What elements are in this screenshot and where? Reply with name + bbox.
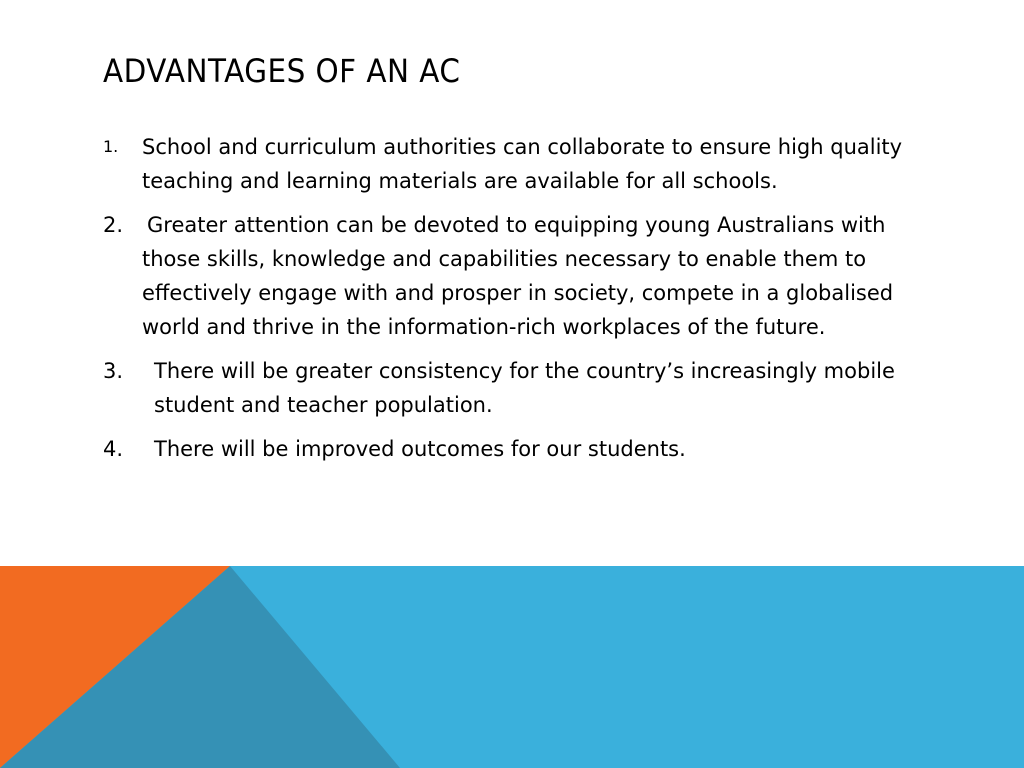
list-item — [103, 208, 933, 344]
list-item-text: School and curriculum authorities can collaborate to ensure high quality teaching and learning materials are available for all schools. — [142, 135, 903, 193]
list-item-text: There will be greater consistency for the country’s increasingly mobile student and teacher population. — [154, 359, 895, 417]
list-item-text: Greater attention can be devoted to equipping young Australians with those skills, knowledge and capabilities necessary to enable them to effectively engage with and prosper in society, compete in a globalised world and thrive in the information-rich workplaces of the future. — [142, 213, 894, 339]
advantages-list — [103, 130, 933, 466]
list-item-text: There will be improved outcomes for our students. — [154, 437, 686, 461]
list-item-number: 2. — [103, 213, 124, 237]
slide-title: ADVANTAGES OF AN AC — [103, 52, 461, 90]
list-item — [103, 354, 933, 422]
list-item — [103, 130, 933, 198]
decorative-bottom-band — [0, 566, 1024, 768]
list-item-number: 4. — [103, 437, 124, 461]
list-item — [103, 432, 933, 466]
list-item-number: 1. — [103, 137, 119, 156]
list-item-number: 3. — [103, 359, 124, 383]
